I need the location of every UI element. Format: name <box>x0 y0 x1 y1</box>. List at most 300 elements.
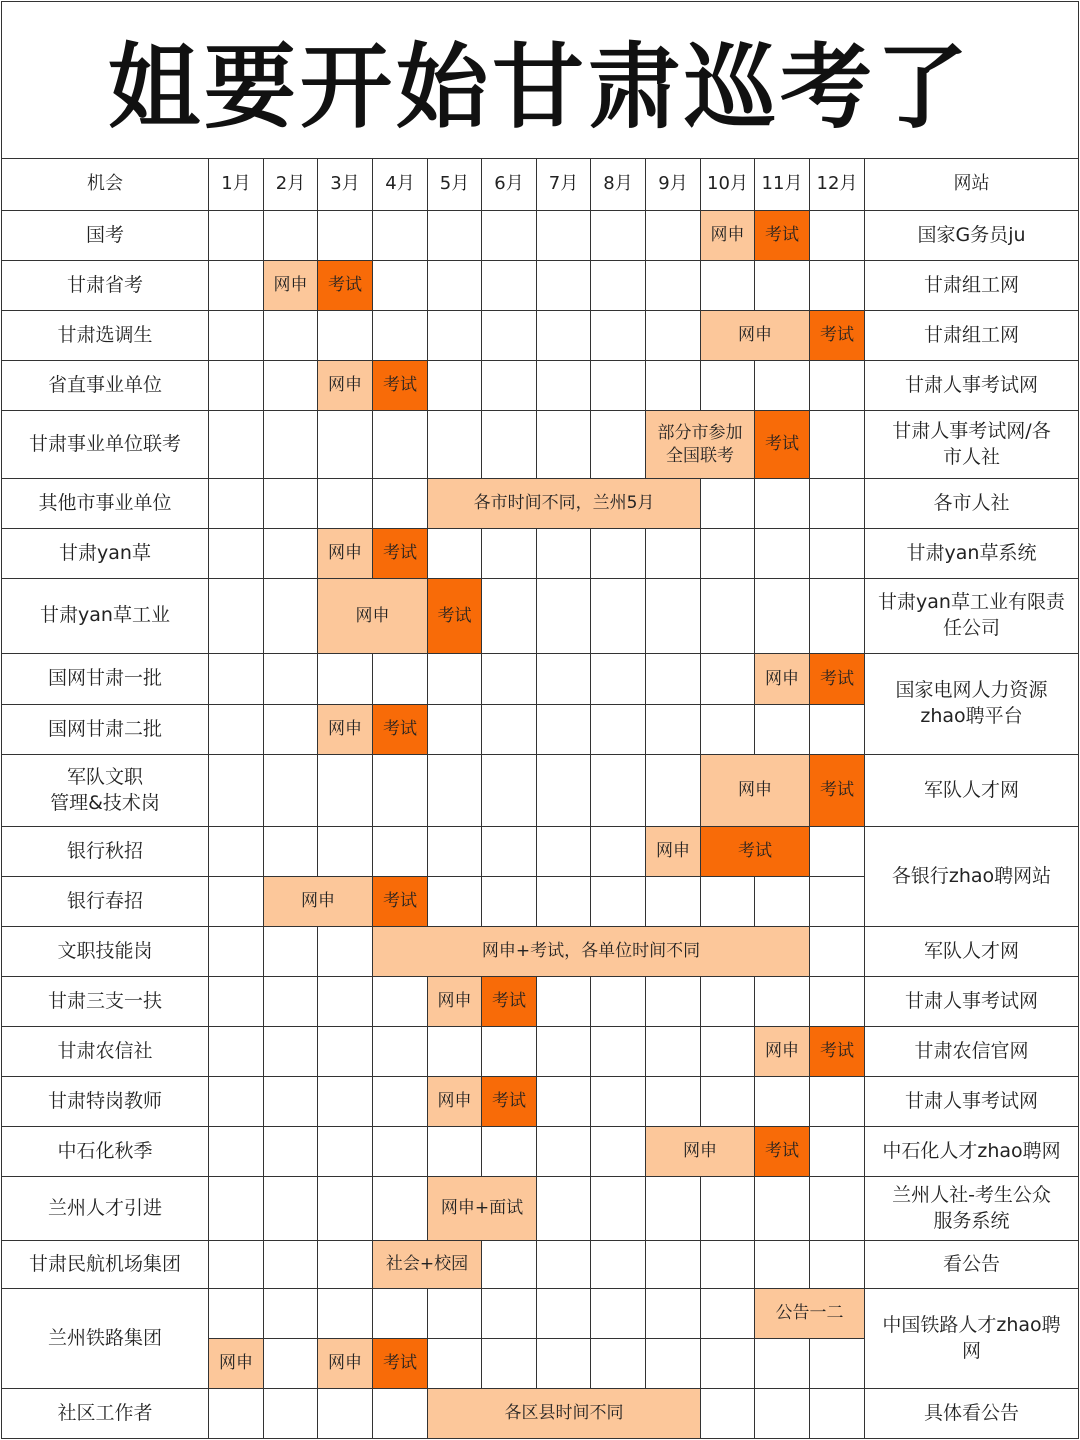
empty-cell <box>481 876 537 927</box>
header-month: 3月 <box>317 158 373 211</box>
header-month: 11月 <box>754 158 810 211</box>
empty-cell <box>645 260 701 311</box>
row-website: 甘肃组工网 <box>864 260 1079 311</box>
empty-cell <box>590 1176 646 1241</box>
empty-cell <box>427 704 482 755</box>
application-period-block: 网申 <box>700 310 810 361</box>
empty-cell <box>700 1338 755 1389</box>
empty-cell <box>427 826 482 877</box>
empty-cell <box>700 360 755 411</box>
row-label: 银行秋招 <box>1 826 209 877</box>
exam-period-block: 考试 <box>809 1026 865 1077</box>
application-period-block: 网申 <box>645 826 701 877</box>
row-label: 国网甘肃一批 <box>1 653 209 705</box>
empty-cell <box>208 976 264 1027</box>
empty-cell <box>481 360 537 411</box>
exam-period-block: 考试 <box>700 826 810 877</box>
empty-cell <box>481 826 537 877</box>
empty-cell <box>317 826 373 877</box>
empty-cell <box>317 310 373 361</box>
row-website: 甘肃人事考试网/各 市人社 <box>864 410 1079 479</box>
empty-cell <box>536 310 591 361</box>
row-label: 国网甘肃二批 <box>1 704 209 755</box>
empty-cell <box>536 1176 591 1241</box>
empty-cell <box>645 210 701 261</box>
empty-cell <box>427 1338 482 1389</box>
exam-period-block: 考试 <box>754 1126 810 1177</box>
empty-cell <box>317 210 373 261</box>
row-label: 甘肃选调生 <box>1 310 209 361</box>
empty-cell <box>208 410 264 479</box>
empty-cell <box>427 260 482 311</box>
page-title: 姐要开始甘肃巡考了 <box>1 1 1079 158</box>
header-month: 4月 <box>372 158 428 211</box>
empty-cell <box>372 478 428 529</box>
empty-cell <box>809 1176 865 1241</box>
row-website: 军队人才网 <box>864 754 1079 827</box>
empty-cell <box>372 210 428 261</box>
empty-cell <box>536 1126 591 1177</box>
empty-cell <box>590 528 646 579</box>
empty-cell <box>208 704 264 755</box>
empty-cell <box>481 528 537 579</box>
empty-cell <box>263 1026 318 1077</box>
exam-period-block: 考试 <box>809 310 865 361</box>
empty-cell <box>263 410 318 479</box>
row-website: 甘肃农信官网 <box>864 1026 1079 1077</box>
empty-cell <box>263 1076 318 1127</box>
row-label: 银行春招 <box>1 876 209 927</box>
empty-cell <box>809 1076 865 1127</box>
row-website: 中石化人才zhao聘网 <box>864 1126 1079 1177</box>
row-website: 看公告 <box>864 1240 1079 1289</box>
empty-cell <box>700 1388 755 1439</box>
application-period-block: 网申 <box>317 360 373 411</box>
empty-cell <box>263 1240 318 1289</box>
header-opportunity: 机会 <box>1 158 209 211</box>
empty-cell <box>427 410 482 479</box>
empty-cell <box>645 653 701 705</box>
empty-cell <box>809 1126 865 1177</box>
empty-cell <box>536 704 591 755</box>
row-website: 军队人才网 <box>864 926 1079 977</box>
row-website: 甘肃人事考试网 <box>864 360 1079 411</box>
empty-cell <box>481 754 537 827</box>
empty-cell <box>536 578 591 654</box>
empty-cell <box>700 1240 755 1289</box>
empty-cell <box>317 1126 373 1177</box>
row-website: 国家G务员ju <box>864 210 1079 261</box>
empty-cell <box>700 578 755 654</box>
empty-cell <box>809 578 865 654</box>
empty-cell <box>754 260 810 311</box>
empty-cell <box>317 478 373 529</box>
row-website: 各市人社 <box>864 478 1079 529</box>
empty-cell <box>208 1076 264 1127</box>
empty-cell <box>427 1026 482 1077</box>
empty-cell <box>372 1176 428 1241</box>
empty-cell <box>700 876 755 927</box>
empty-cell <box>263 653 318 705</box>
empty-cell <box>590 1026 646 1077</box>
header-month: 10月 <box>700 158 755 211</box>
empty-cell <box>208 1240 264 1289</box>
application-period-block: 社会+校园 <box>372 1240 482 1289</box>
empty-cell <box>481 704 537 755</box>
exam-period-block: 考试 <box>809 754 865 827</box>
empty-cell <box>481 1026 537 1077</box>
row-label: 中石化秋季 <box>1 1126 209 1177</box>
empty-cell <box>208 876 264 927</box>
empty-cell <box>263 926 318 977</box>
row-label: 其他市事业单位 <box>1 478 209 529</box>
application-period-block: 网申 <box>754 1026 810 1077</box>
application-period-block: 网申 <box>427 976 482 1027</box>
row-website: 兰州人社-考生公众 服务系统 <box>864 1176 1079 1241</box>
empty-cell <box>372 976 428 1027</box>
empty-cell <box>590 1076 646 1127</box>
empty-cell <box>590 754 646 827</box>
empty-cell <box>481 1126 537 1177</box>
application-period-block: 网申 <box>427 1076 482 1127</box>
empty-cell <box>208 926 264 977</box>
exam-period-block: 考试 <box>372 528 428 579</box>
empty-cell <box>263 478 318 529</box>
empty-cell <box>263 1338 318 1389</box>
application-period-block: 网申 <box>317 1338 373 1389</box>
empty-cell <box>536 210 591 261</box>
empty-cell <box>372 260 428 311</box>
empty-cell <box>590 976 646 1027</box>
application-period-block: 部分市参加 全国联考 <box>645 410 755 479</box>
empty-cell <box>754 1076 810 1127</box>
empty-cell <box>208 260 264 311</box>
empty-cell <box>263 976 318 1027</box>
empty-cell <box>263 826 318 877</box>
empty-cell <box>809 1240 865 1289</box>
application-period-block: 各区县时间不同 <box>427 1388 701 1439</box>
empty-cell <box>590 410 646 479</box>
empty-cell <box>590 1338 646 1389</box>
empty-cell <box>372 1076 428 1127</box>
empty-cell <box>427 360 482 411</box>
empty-cell <box>809 1338 865 1389</box>
empty-cell <box>809 360 865 411</box>
row-website: 各银行zhao聘网站 <box>864 826 1079 927</box>
empty-cell <box>208 1176 264 1241</box>
empty-cell <box>263 754 318 827</box>
application-period-block: 网申 <box>263 876 373 927</box>
empty-cell <box>754 528 810 579</box>
empty-cell <box>590 578 646 654</box>
header-month: 7月 <box>536 158 591 211</box>
empty-cell <box>263 704 318 755</box>
empty-cell <box>700 704 755 755</box>
empty-cell <box>263 1388 318 1439</box>
empty-cell <box>754 360 810 411</box>
row-label: 国考 <box>1 210 209 261</box>
empty-cell <box>536 876 591 927</box>
row-label: 甘肃民航机场集团 <box>1 1240 209 1289</box>
exam-period-block: 考试 <box>372 360 428 411</box>
row-label: 文职技能岗 <box>1 926 209 977</box>
row-website: 甘肃组工网 <box>864 310 1079 361</box>
empty-cell <box>590 210 646 261</box>
empty-cell <box>645 310 701 361</box>
empty-cell <box>372 1126 428 1177</box>
empty-cell <box>208 310 264 361</box>
empty-cell <box>372 653 428 705</box>
empty-cell <box>645 1288 701 1339</box>
empty-cell <box>427 528 482 579</box>
empty-cell <box>317 1288 373 1339</box>
row-label: 甘肃三支一扶 <box>1 976 209 1027</box>
empty-cell <box>754 976 810 1027</box>
empty-cell <box>645 1076 701 1127</box>
empty-cell <box>372 1388 428 1439</box>
empty-cell <box>536 653 591 705</box>
empty-cell <box>481 1288 537 1339</box>
empty-cell <box>754 1338 810 1389</box>
empty-cell <box>427 1126 482 1177</box>
empty-cell <box>700 1026 755 1077</box>
empty-cell <box>754 1240 810 1289</box>
empty-cell <box>536 260 591 311</box>
empty-cell <box>809 976 865 1027</box>
empty-cell <box>263 1176 318 1241</box>
row-label: 兰州铁路集团 <box>1 1288 209 1389</box>
row-label: 甘肃农信社 <box>1 1026 209 1077</box>
empty-cell <box>754 578 810 654</box>
row-website: 甘肃人事考试网 <box>864 976 1079 1027</box>
empty-cell <box>536 528 591 579</box>
empty-cell <box>481 310 537 361</box>
empty-cell <box>208 754 264 827</box>
empty-cell <box>809 876 865 927</box>
empty-cell <box>645 1026 701 1077</box>
application-period-block: 网申 <box>754 653 810 705</box>
empty-cell <box>208 653 264 705</box>
header-month: 5月 <box>427 158 482 211</box>
row-label: 兰州人才引进 <box>1 1176 209 1241</box>
empty-cell <box>809 260 865 311</box>
row-label: 甘肃省考 <box>1 260 209 311</box>
empty-cell <box>645 1240 701 1289</box>
exam-period-block: 考试 <box>372 704 428 755</box>
header-month: 8月 <box>590 158 646 211</box>
empty-cell <box>372 754 428 827</box>
header-month: 6月 <box>481 158 537 211</box>
row-label: 甘肃yan草工业 <box>1 578 209 654</box>
empty-cell <box>427 210 482 261</box>
exam-period-block: 考试 <box>754 410 810 479</box>
empty-cell <box>317 1176 373 1241</box>
empty-cell <box>208 1388 264 1439</box>
application-period-block: 公告一二 <box>754 1288 865 1339</box>
empty-cell <box>427 653 482 705</box>
empty-cell <box>809 826 865 877</box>
empty-cell <box>427 1288 482 1339</box>
exam-period-block: 考试 <box>809 653 865 705</box>
empty-cell <box>809 926 865 977</box>
application-period-block: 网申 <box>700 210 755 261</box>
empty-cell <box>700 260 755 311</box>
empty-cell <box>317 653 373 705</box>
empty-cell <box>536 360 591 411</box>
empty-cell <box>754 1176 810 1241</box>
empty-cell <box>645 704 701 755</box>
empty-cell <box>372 310 428 361</box>
empty-cell <box>481 1240 537 1289</box>
empty-cell <box>645 876 701 927</box>
empty-cell <box>590 876 646 927</box>
empty-cell <box>700 1076 755 1127</box>
empty-cell <box>536 1026 591 1077</box>
empty-cell <box>590 310 646 361</box>
empty-cell <box>263 1288 318 1339</box>
empty-cell <box>700 1176 755 1241</box>
empty-cell <box>809 210 865 261</box>
empty-cell <box>317 1240 373 1289</box>
empty-cell <box>536 826 591 877</box>
empty-cell <box>754 704 810 755</box>
empty-cell <box>208 1126 264 1177</box>
empty-cell <box>263 578 318 654</box>
empty-cell <box>645 1338 701 1389</box>
row-label: 社区工作者 <box>1 1388 209 1439</box>
empty-cell <box>536 1240 591 1289</box>
exam-period-block: 考试 <box>481 1076 537 1127</box>
empty-cell <box>208 360 264 411</box>
header-website: 网站 <box>864 158 1079 211</box>
empty-cell <box>317 754 373 827</box>
application-period-block: 各市时间不同，兰州5月 <box>427 478 701 529</box>
empty-cell <box>754 1388 810 1439</box>
row-website: 甘肃yan草工业有限责 任公司 <box>864 578 1079 654</box>
empty-cell <box>536 410 591 479</box>
application-period-block: 网申 <box>317 528 373 579</box>
exam-period-block: 考试 <box>481 976 537 1027</box>
exam-period-block: 考试 <box>317 260 373 311</box>
application-period-block: 网申 <box>700 754 810 827</box>
application-period-block: 网申 <box>317 578 428 654</box>
row-label: 甘肃yan草 <box>1 528 209 579</box>
empty-cell <box>754 876 810 927</box>
empty-cell <box>754 478 810 529</box>
empty-cell <box>700 653 755 705</box>
empty-cell <box>481 578 537 654</box>
empty-cell <box>427 754 482 827</box>
header-month: 12月 <box>809 158 865 211</box>
application-period-block: 网申 <box>645 1126 755 1177</box>
empty-cell <box>645 528 701 579</box>
empty-cell <box>645 1176 701 1241</box>
empty-cell <box>317 410 373 479</box>
empty-cell <box>427 310 482 361</box>
empty-cell <box>645 360 701 411</box>
exam-period-block: 考试 <box>372 1338 428 1389</box>
empty-cell <box>809 478 865 529</box>
empty-cell <box>263 528 318 579</box>
application-period-block: 网申 <box>317 704 373 755</box>
empty-cell <box>208 478 264 529</box>
exam-period-block: 考试 <box>372 876 428 927</box>
header-month: 9月 <box>645 158 701 211</box>
empty-cell <box>481 410 537 479</box>
empty-cell <box>590 1126 646 1177</box>
empty-cell <box>263 360 318 411</box>
empty-cell <box>590 360 646 411</box>
empty-cell <box>481 653 537 705</box>
empty-cell <box>208 826 264 877</box>
empty-cell <box>590 653 646 705</box>
row-website: 甘肃yan草系统 <box>864 528 1079 579</box>
empty-cell <box>590 1288 646 1339</box>
empty-cell <box>536 754 591 827</box>
empty-cell <box>317 1076 373 1127</box>
header-month: 2月 <box>263 158 318 211</box>
row-website: 甘肃人事考试网 <box>864 1076 1079 1127</box>
empty-cell <box>317 976 373 1027</box>
empty-cell <box>317 1026 373 1077</box>
empty-cell <box>481 260 537 311</box>
empty-cell <box>427 876 482 927</box>
empty-cell <box>809 410 865 479</box>
empty-cell <box>700 976 755 1027</box>
empty-cell <box>372 1026 428 1077</box>
row-label: 军队文职 管理&技术岗 <box>1 754 209 827</box>
empty-cell <box>372 826 428 877</box>
empty-cell <box>700 528 755 579</box>
empty-cell <box>263 210 318 261</box>
row-website: 国家电网人力资源 zhao聘平台 <box>864 653 1079 755</box>
empty-cell <box>208 1026 264 1077</box>
empty-cell <box>590 826 646 877</box>
application-period-block: 网申+考试，各单位时间不同 <box>372 926 810 977</box>
empty-cell <box>536 1338 591 1389</box>
row-website: 中国铁路人才zhao聘 网 <box>864 1288 1079 1389</box>
empty-cell <box>645 754 701 827</box>
empty-cell <box>536 1076 591 1127</box>
empty-cell <box>372 1288 428 1339</box>
application-period-block: 网申 <box>208 1338 264 1389</box>
empty-cell <box>263 1126 318 1177</box>
empty-cell <box>481 1338 537 1389</box>
application-period-block: 网申 <box>263 260 318 311</box>
empty-cell <box>208 1288 264 1339</box>
application-period-block: 网申+面试 <box>427 1176 537 1241</box>
empty-cell <box>208 578 264 654</box>
empty-cell <box>372 410 428 479</box>
empty-cell <box>208 528 264 579</box>
empty-cell <box>809 704 865 755</box>
empty-cell <box>809 1388 865 1439</box>
empty-cell <box>481 210 537 261</box>
row-website: 具体看公告 <box>864 1388 1079 1439</box>
row-label: 甘肃事业单位联考 <box>1 410 209 479</box>
empty-cell <box>590 1240 646 1289</box>
empty-cell <box>809 528 865 579</box>
exam-period-block: 考试 <box>754 210 810 261</box>
empty-cell <box>317 926 373 977</box>
empty-cell <box>700 1288 755 1339</box>
empty-cell <box>536 976 591 1027</box>
empty-cell <box>536 1288 591 1339</box>
empty-cell <box>645 976 701 1027</box>
row-label: 省直事业单位 <box>1 360 209 411</box>
empty-cell <box>590 260 646 311</box>
empty-cell <box>700 478 755 529</box>
